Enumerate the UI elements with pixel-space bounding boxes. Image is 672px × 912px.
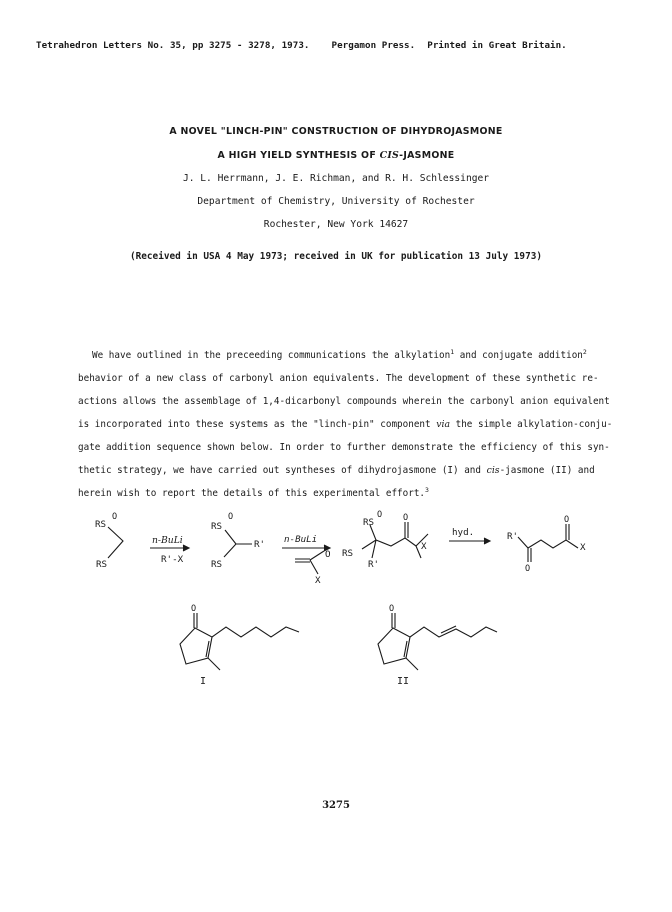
paragraph-line-5: gate addition sequence shown below. In order to further demonstrate the efficiency of this syn- bbox=[78, 442, 610, 453]
compound-I-oxygen: O bbox=[191, 604, 197, 614]
page-number: 3275 bbox=[322, 800, 350, 811]
paragraph-line-1a: We have outlined in the preceeding communications the alkylation bbox=[92, 350, 451, 361]
paragraph-line-1b: and conjugate addition bbox=[454, 350, 583, 361]
step2-reagent: n-BuLi bbox=[284, 534, 318, 545]
scheme-x-1: X bbox=[421, 541, 427, 552]
enone-reagent-bonds bbox=[295, 551, 324, 574]
paragraph-line-7a: herein wish to report the details of this experimental effort. bbox=[78, 488, 426, 499]
scheme-rs-4: RS bbox=[211, 559, 223, 570]
scheme-rs-6: RS bbox=[342, 548, 354, 559]
scheme-rprime-1: R' bbox=[254, 539, 266, 550]
step3-reagent: hyd. bbox=[452, 527, 475, 538]
publisher: Pergamon Press. bbox=[331, 40, 416, 51]
paragraph-line-4b: the simple alkylation-conju- bbox=[450, 419, 613, 430]
footnote-ref-1: 1 bbox=[450, 348, 455, 356]
scheme-o-5: O bbox=[525, 564, 531, 574]
received-dates: (Received in USA 4 May 1973; received in UK for publication 13 July 1973) bbox=[129, 251, 543, 262]
address: Rochester, New York 14627 bbox=[263, 219, 409, 230]
compound-II-oxygen: O bbox=[389, 604, 395, 614]
printed-in: Printed in Great Britain. bbox=[427, 40, 567, 51]
scheme-o-2: O bbox=[228, 512, 234, 522]
step1-reagent-2: R'-X bbox=[161, 554, 184, 565]
scheme-rprime-2: R' bbox=[368, 559, 380, 570]
scheme-rs-3: RS bbox=[211, 521, 223, 532]
paragraph-line-6a: thetic strategy, we have carried out syntheses of dihydrojasmone (I) and bbox=[78, 465, 487, 476]
scheme-rs-1: RS bbox=[95, 519, 107, 530]
scheme-x-enone: X bbox=[315, 575, 321, 586]
paragraph-line-2: behavior of a new class of carbonyl anion equivalents. The development of these synthetic re- bbox=[78, 373, 599, 384]
authors: J. L. Herrmann, J. E. Richman, and R. H. Schlessinger bbox=[182, 173, 490, 184]
scheme-x-2: X bbox=[580, 542, 586, 553]
journal-citation: Tetrahedron Letters No. 35, pp 3275 - 3278, 1973. bbox=[36, 40, 310, 51]
paragraph-line-3: actions allows the assemblage of 1,4-dicarbonyl compounds wherein the carbonyl anion equivalent bbox=[78, 396, 610, 407]
product-bonds bbox=[518, 524, 578, 562]
scheme-o-1: O bbox=[112, 512, 118, 522]
compound-I-label: I bbox=[200, 676, 207, 687]
scheme-o-4: O bbox=[403, 513, 409, 523]
scheme-o-enone: O bbox=[325, 549, 331, 560]
scheme-rs-2: RS bbox=[96, 559, 108, 570]
title-line-1: A NOVEL "LINCH-PIN" CONSTRUCTION OF DIHYDROJASMONE bbox=[169, 126, 503, 137]
title-line-2-suffix: -JASMONE bbox=[399, 150, 455, 161]
compound2-bonds bbox=[224, 530, 252, 557]
paragraph-line-4-italic: via bbox=[436, 419, 451, 430]
compound-II-structure bbox=[378, 613, 497, 670]
scheme-o-3: O bbox=[377, 510, 383, 520]
scheme-o-6: O bbox=[564, 515, 570, 525]
compound1-bonds bbox=[108, 527, 123, 558]
compound-II-label: II bbox=[397, 676, 410, 687]
paragraph-line-6-italic: cis bbox=[486, 465, 500, 476]
title-line-2-italic: CIS bbox=[379, 150, 400, 161]
department: Department of Chemistry, University of Rochester bbox=[197, 196, 475, 207]
paragraph-line-6b: -jasmone (II) and bbox=[499, 465, 595, 476]
step1-reagent: n-BuLi bbox=[152, 535, 183, 546]
footnote-ref-3: 3 bbox=[425, 486, 429, 494]
title-line-2-prefix: A HIGH YIELD SYNTHESIS OF bbox=[217, 150, 377, 161]
scheme-rprime-3: R' bbox=[507, 531, 519, 542]
scheme-rs-5: RS bbox=[363, 517, 375, 528]
footnote-ref-2: 2 bbox=[582, 348, 587, 356]
paragraph-line-4a: is incorporated into these systems as the "linch-pin" component bbox=[78, 419, 437, 430]
compound-I-structure bbox=[180, 613, 299, 670]
